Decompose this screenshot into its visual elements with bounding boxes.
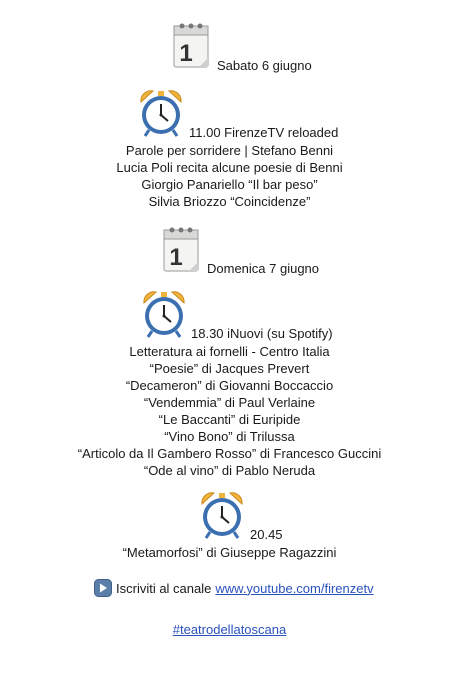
day2-line: “Poesie” di Jacques Prevert	[149, 361, 310, 376]
day1-line: Silvia Briozzo “Coincidenze”	[148, 194, 311, 209]
day1-time: 11.00 FirenzeTV reloaded	[189, 125, 339, 140]
hashtag-link[interactable]: #teatrodellatoscana	[172, 622, 287, 637]
calendar-day: 1	[179, 40, 193, 67]
youtube-channel-link[interactable]: www.youtube.com/firenzetv	[215, 580, 374, 596]
play-icon[interactable]	[94, 579, 112, 597]
day2-line: “Decameron” di Giovanni Boccaccio	[125, 378, 334, 393]
alarm-clock-icon	[137, 88, 185, 138]
day2-time2: 20.45	[250, 527, 283, 542]
day2-time: 18.30 iNuovi (su Spotify)	[191, 326, 333, 341]
day2-line: “Vendemmia” di Paul Verlaine	[143, 395, 316, 410]
day2-line: “Articolo da Il Gambero Rosso” di Francesco Guccini	[77, 446, 382, 461]
day2-line: “Ode al vino” di Pablo Neruda	[143, 463, 316, 478]
calendar-icon	[173, 20, 209, 68]
day1-line: Giorgio Panariello “Il bar peso”	[141, 177, 318, 192]
day2-line: Letteratura ai fornelli - Centro Italia	[129, 344, 330, 359]
day2-line: “Vino Bono” di Trilussa	[164, 429, 295, 444]
day2-date: Domenica 7 giugno	[207, 261, 320, 276]
day2-line2: “Metamorfosi” di Giuseppe Ragazzini	[122, 545, 337, 560]
alarm-clock-icon	[140, 289, 188, 339]
calendar-icon	[163, 224, 199, 272]
day1-line: Lucia Poli recita alcune poesie di Benni	[116, 160, 343, 175]
day1-line: Parole per sorridere | Stefano Benni	[125, 143, 334, 158]
youtube-subscribe	[94, 578, 374, 598]
alarm-clock-icon	[198, 490, 246, 540]
day1-date: Sabato 6 giugno	[217, 58, 312, 73]
subscribe-label: Iscriviti al canale	[116, 580, 212, 596]
day2-line: “Le Baccanti” di Euripide	[158, 412, 301, 427]
calendar-day: 1	[169, 244, 183, 271]
